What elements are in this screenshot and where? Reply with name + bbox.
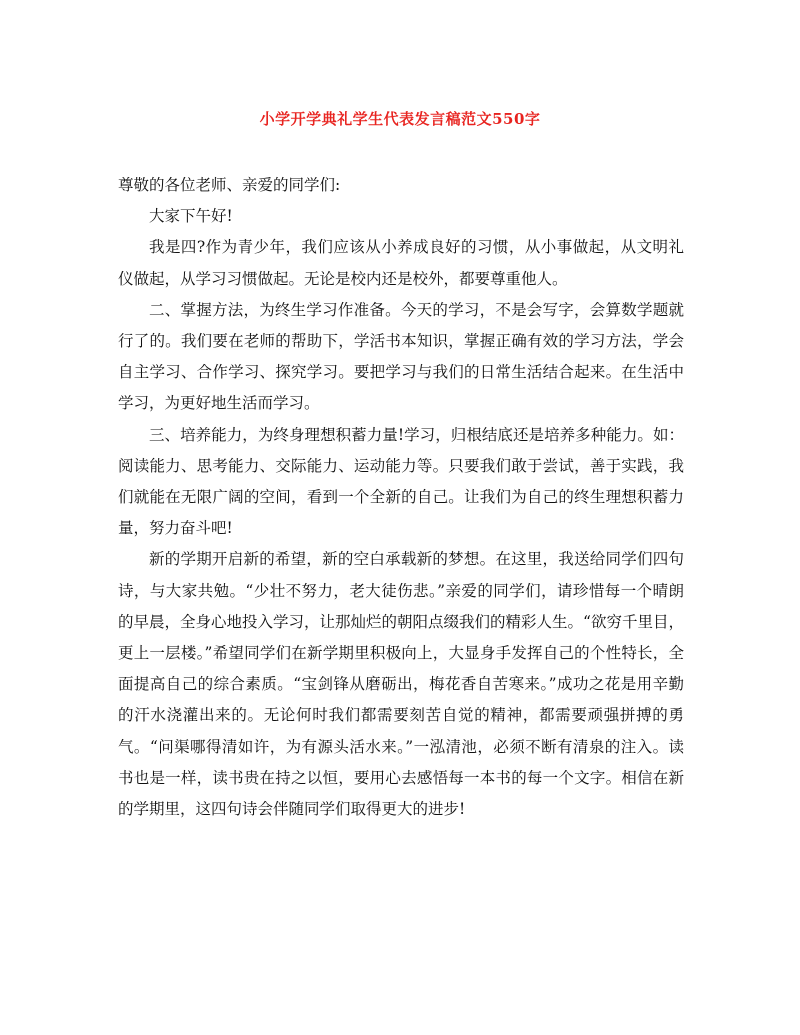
document-title: 小学开学典礼学生代表发言稿范文550字 [259, 110, 541, 128]
paragraph-greeting: 大家下午好! [149, 207, 233, 226]
document-body [118, 170, 684, 825]
paragraph-2: 二、掌握方法，为终生学习作准备。今天的学习，不是会写字，会算数学题就行了的。我们要在老师的帮助下，学活书本知识，掌握正确有效的学习方法，学会自主学习、合作学习、探究学习。要把学习与我们的日常生活结合起来。在生活中学习，为更好地生活而学习。 [118, 300, 684, 413]
paragraph-3: 三、培养能力，为终身理想积蓄力量!学习，归根结底还是培养多种能力。如：阅读能力、思考能力、交际能力、运动能力等。只要我们敢于尝试，善于实践，我们就能在无限广阔的空间，看到一个全新的自己。让我们为自己的终生理想积蓄力量，努力奋斗吧! [118, 425, 684, 538]
salutation: 尊敬的各位老师、亲爱的同学们: [118, 176, 341, 194]
paragraph-4: 新的学期开启新的希望，新的空白承载新的梦想。在这里，我送给同学们四句诗，与大家共勉。“少壮不努力，老大徒伤悲。”亲爱的同学们，请珍惜每一个晴朗的早晨，全身心地投入学习，让那灿烂的朝阳点缀我们的精彩人生。“欲穷千里目，更上一层楼。”希望同学们在新学期里积极向上，大显身手发挥自己的个性特长，全面提高自己的综合素质。“宝剑锋从磨砺出，梅花香自苦寒来。”成功之花是用辛勤的汗水浇灌出来的。无论何时我们都需要刻苦自觉的精神，都需要顽强拼搏的勇气。“问渠哪得清如许，为有源头活水来。”一泓清池，必须不断有清泉的注入。读书也是一样，读书贵在持之以恒，要用心去感悟每一本书的每一个文字。相信在新的学期里，这四句诗会伴随同学们取得更大的进步! [118, 550, 684, 819]
paragraph-1: 我是四?作为青少年，我们应该从小养成良好的习惯，从小事做起，从文明礼仪做起，从学习习惯做起。无论是校内还是校外，都要尊重他人。 [118, 238, 684, 288]
